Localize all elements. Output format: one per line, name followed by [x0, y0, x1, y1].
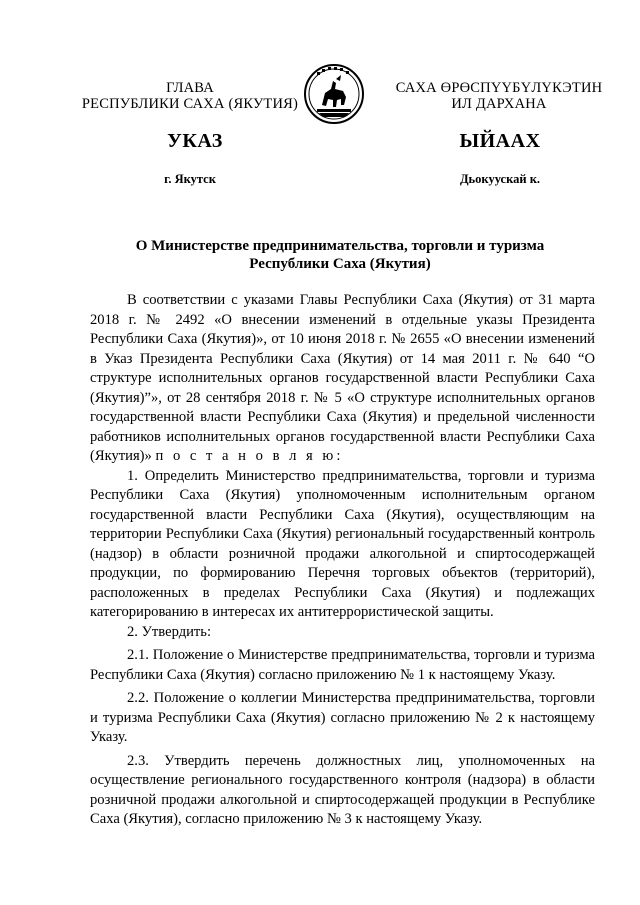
republic-emblem-icon: [303, 63, 365, 125]
item-2: 2. Утвердить:: [127, 623, 212, 640]
document-title-line2: Республики Саха (Якутия): [249, 256, 431, 272]
decree-title-ru: УКАЗ: [167, 130, 223, 152]
decree-word: п о с т а н о в л я ю:: [155, 448, 344, 464]
preamble-text: В соответствии с указами Главы Республики Саха (Якутия) от 31 марта 2018 г. № 2492 «О внесении изменений в отдельные указы Президента Республики Саха (Якутия)», от 10 июня 2018 г. № 2655 «О внесении изменений в Указ Президента Республики Саха (Якутия) от 14 мая 2011 г. № 640 “О структуре исполнительных органов государственной власти Республики Саха (Якутия)”», от 28 сентября 2018 г. № 5 «О структуре исполнительных органов государственной власти Республики Саха (Якутия) и предельной численности работников исполнительных органов государственной власти Республики Саха (Якутия)»: [90, 292, 595, 464]
header-right: [368, 80, 630, 112]
decree-title-sakha: ЫЙААХ: [459, 130, 541, 152]
item-2-3: 2.3. Утвердить перечень должностных лиц, уполномоченных на осуществление регионального государственного контроля (надзора) в области розничной продажи алкогольной и спиртосодержащей продукции в Республике Саха (Якутия), согласно приложению № 3 к настоящему Указу.: [90, 752, 595, 827]
header-left-line1: ГЛАВА: [166, 80, 214, 96]
header-left-line2: РЕСПУБЛИКИ САХА (ЯКУТИЯ): [81, 96, 299, 112]
city-sakha: Дьокуускай к.: [459, 172, 541, 186]
item-2-1: 2.1. Положение о Министерстве предпринимательства, торговли и туризма Республики Саха (Якутия) согласно приложению № 1 к настоящему Указу.: [90, 647, 595, 683]
header-left: [75, 80, 305, 112]
document-title-line1: О Министерстве предпринимательства, торговли и туризма: [135, 238, 545, 254]
header-right-line2: ИЛ ДАРХАНА: [451, 96, 547, 112]
preamble-paragraph: [90, 291, 595, 467]
city-ru: г. Якутск: [164, 172, 216, 186]
document-body: [90, 291, 595, 830]
item-2-2: 2.2. Положение о коллегии Министерства предпринимательства, торговли и туризма Республики Саха (Якутия) согласно приложению № 2 к настоящему Указу.: [90, 690, 595, 745]
header-right-line1: САХА ӨРӨСПҮҮБҮЛҮКЭТИН: [395, 80, 603, 96]
item-1: 1. Определить Министерство предпринимательства, торговли и туризма Республики Саха (Якутия) уполномоченным исполнительным органом государственной власти Республики Саха (Якутия), осуществляющим на территории Республики Саха (Якутия) региональный государственный контроль (надзор) в области розничной продажи алкогольной и спиртосодержащей продукции, по формированию Перечня торговых объектов (территорий), расположенных в пределах Республики Саха (Якутия) и подлежащих категорированию в интересах их антитеррористической защиты.: [90, 467, 595, 620]
document-title: [100, 237, 580, 273]
